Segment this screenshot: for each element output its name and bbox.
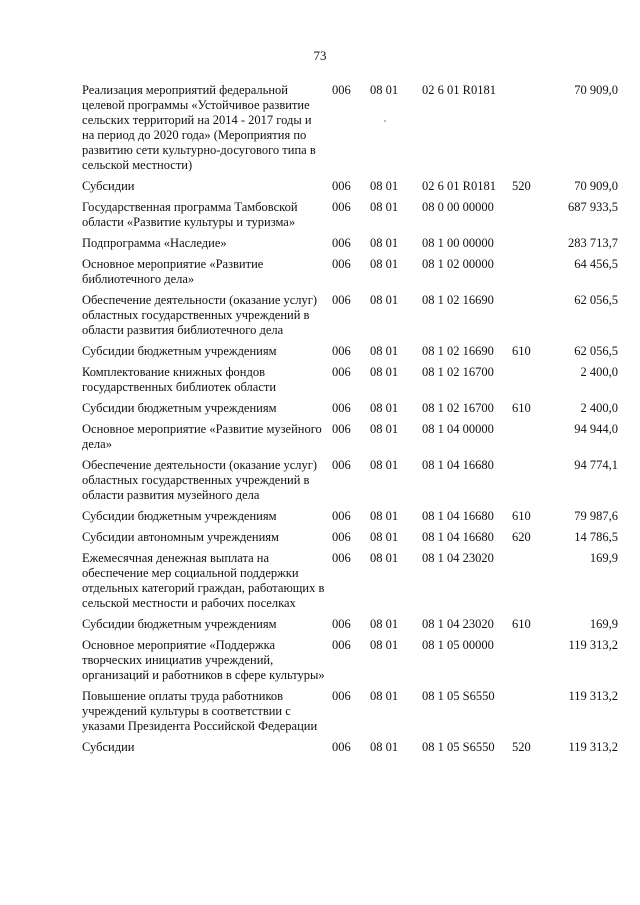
target-article-code: 08 1 04 00000: [422, 422, 494, 436]
section-code: 08 01: [370, 365, 399, 379]
row-name: Обеспечение деятельности (оказание услуг) областных государственных учреждений в области развития библиотечного дела: [82, 293, 318, 337]
amount: 283 713,7: [568, 236, 618, 250]
table-row: [82, 638, 618, 683]
dept-code: 006: [332, 509, 351, 523]
dept-code: 006: [332, 740, 351, 754]
expense-type-code: 610: [512, 401, 531, 415]
amount: 94 774,1: [574, 458, 618, 472]
target-article-code: 08 1 02 16690: [422, 293, 494, 307]
table-row: [82, 551, 618, 611]
dept-code: 006: [332, 365, 351, 379]
row-name: Реализация мероприятий федеральной целевой программы «Устойчивое развитие сельских территорий на 2014 - 2017 годы и на период до 2020 года» (Мероприятия по развитию сети культурно-досугового типа в сельской местности): [82, 83, 316, 172]
budget-table: [82, 83, 618, 761]
row-name: Комплектование книжных фондов государственных библиотек области: [82, 365, 277, 394]
dept-code: 006: [332, 422, 351, 436]
table-row: [82, 257, 618, 287]
expense-type-code: 610: [512, 509, 531, 523]
target-article-code: 08 1 00 00000: [422, 236, 494, 250]
row-name: Основное мероприятие «Поддержка творческих инициатив учреждений, организаций и работников в сфере культуры»: [82, 638, 325, 682]
section-code: 08 01: [370, 200, 399, 214]
table-row: [82, 401, 618, 416]
table-row: [82, 422, 618, 452]
amount: 169,9: [589, 617, 618, 631]
expense-type-code: 520: [512, 740, 531, 754]
target-article-code: 08 1 04 23020: [422, 617, 494, 631]
dept-code: 006: [332, 530, 351, 544]
table-row: [82, 509, 618, 524]
table-row: [82, 344, 618, 359]
target-article-code: 08 1 02 16690: [422, 344, 494, 358]
row-name: Субсидии бюджетным учреждениям: [82, 509, 277, 523]
target-article-code: 08 1 04 16680: [422, 530, 494, 544]
row-name: Обеспечение деятельности (оказание услуг) областных государственных учреждений в области развития музейного дела: [82, 458, 318, 502]
amount: 2 400,0: [580, 365, 618, 379]
amount: 64 456,5: [574, 257, 618, 271]
row-name: Субсидии бюджетным учреждениям: [82, 401, 277, 415]
row-name: Субсидии: [82, 179, 135, 193]
amount: 70 909,0: [574, 83, 618, 97]
table-row: [82, 530, 618, 545]
dept-code: 006: [332, 200, 351, 214]
section-code: 08 01: [370, 740, 399, 754]
expense-type-code: 520: [512, 179, 531, 193]
dept-code: 006: [332, 293, 351, 307]
target-article-code: 08 1 05 S6550: [422, 689, 495, 703]
section-code: 08 01: [370, 236, 399, 250]
table-row: [82, 179, 618, 194]
dept-code: 006: [332, 689, 351, 703]
target-article-code: 08 1 02 16700: [422, 365, 494, 379]
table-row: [82, 200, 618, 230]
table-row: [82, 617, 618, 632]
section-code: 08 01: [370, 689, 399, 703]
dept-code: 006: [332, 638, 351, 652]
dept-code: 006: [332, 83, 351, 97]
row-name: Ежемесячная денежная выплата на обеспечение мер социальной поддержки отдельных категорий граждан, работающих в сельской местности и рабочих поселках: [82, 551, 325, 610]
row-name: Государственная программа Тамбовской области «Развитие культуры и туризма»: [82, 200, 298, 229]
amount: 62 056,5: [574, 293, 618, 307]
table-row: [82, 689, 618, 734]
table-row: [82, 83, 618, 173]
amount: 14 786,5: [574, 530, 618, 544]
dept-code: 006: [332, 257, 351, 271]
amount: 79 987,6: [574, 509, 618, 523]
expense-type-code: 610: [512, 617, 531, 631]
dept-code: 006: [332, 236, 351, 250]
row-name: Подпрограмма «Наследие»: [82, 236, 227, 250]
amount: 94 944,0: [574, 422, 618, 436]
table-row: [82, 236, 618, 251]
section-code: 08 01: [370, 83, 399, 97]
amount: 119 313,2: [568, 638, 618, 652]
table-row: [82, 740, 618, 755]
expense-type-code: 620: [512, 530, 531, 544]
dept-code: 006: [332, 617, 351, 631]
row-name: Основное мероприятие «Развитие музейного дела»: [82, 422, 322, 451]
target-article-code: 02 6 01 R0181: [422, 179, 496, 193]
section-code: 08 01: [370, 551, 399, 565]
table-row: [82, 293, 618, 338]
section-code: 08 01: [370, 179, 399, 193]
dept-code: 006: [332, 401, 351, 415]
amount: 62 056,5: [574, 344, 618, 358]
section-code: 08 01: [370, 422, 399, 436]
amount: 119 313,2: [568, 689, 618, 703]
target-article-code: 08 1 04 16680: [422, 458, 494, 472]
amount: 70 909,0: [574, 179, 618, 193]
target-article-code: 08 1 05 S6550: [422, 740, 495, 754]
table-row: [82, 458, 618, 503]
row-name: Субсидии бюджетным учреждениям: [82, 617, 277, 631]
dept-code: 006: [332, 344, 351, 358]
row-name: Субсидии автономным учреждениям: [82, 530, 279, 544]
dept-code: 006: [332, 551, 351, 565]
target-article-code: 08 1 02 00000: [422, 257, 494, 271]
section-code: 08 01: [370, 617, 399, 631]
amount: 2 400,0: [580, 401, 618, 415]
section-code: 08 01: [370, 458, 399, 472]
section-code: 08 01: [370, 293, 399, 307]
section-code: 08 01: [370, 257, 399, 271]
expense-type-code: 610: [512, 344, 531, 358]
row-name: Субсидии бюджетным учреждениям: [82, 344, 277, 358]
dept-code: 006: [332, 458, 351, 472]
row-name: Субсидии: [82, 740, 135, 754]
section-code: 08 01: [370, 509, 399, 523]
target-article-code: 08 0 00 00000: [422, 200, 494, 214]
section-code: 08 01: [370, 401, 399, 415]
section-code: 08 01: [370, 530, 399, 544]
dept-code: 006: [332, 179, 351, 193]
amount: 169,9: [589, 551, 618, 565]
section-code: 08 01: [370, 344, 399, 358]
target-article-code: 08 1 02 16700: [422, 401, 494, 415]
amount: 119 313,2: [568, 740, 618, 754]
target-article-code: 08 1 04 23020: [422, 551, 494, 565]
amount: 687 933,5: [568, 200, 618, 214]
section-code: 08 01: [370, 638, 399, 652]
table-row: [82, 365, 618, 395]
row-name: Основное мероприятие «Развитие библиотечного дела»: [82, 257, 264, 286]
page-number: 73: [313, 48, 327, 63]
target-article-code: 08 1 04 16680: [422, 509, 494, 523]
target-article-code: 02 6 01 R0181: [422, 83, 496, 97]
target-article-code: 08 1 05 00000: [422, 638, 494, 652]
row-name: Повышение оплаты труда работников учреждений культуры в соответствии с указами Президента Российской Федерации: [82, 689, 318, 733]
